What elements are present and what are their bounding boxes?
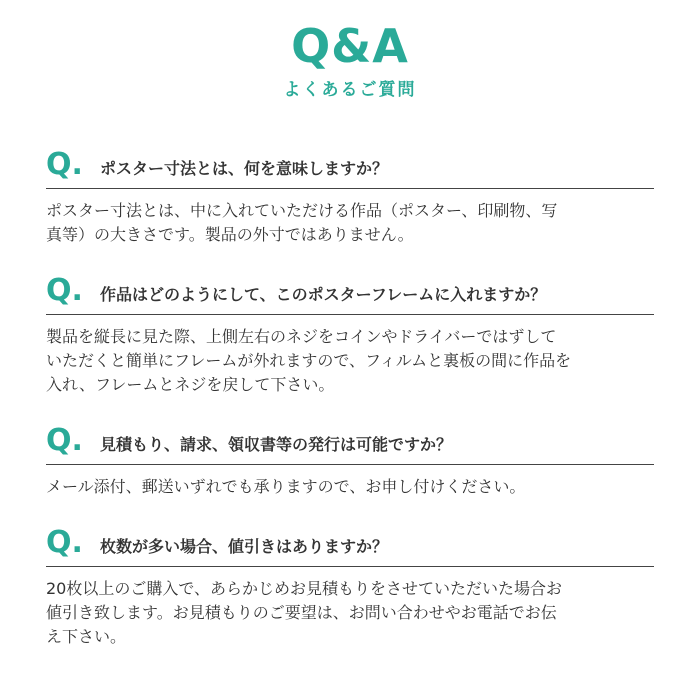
answer-text — [46, 475, 654, 499]
question-row — [46, 274, 654, 315]
question-row — [46, 526, 654, 567]
question-text: 枚数が多い場合、値引きはありますか？ — [100, 537, 389, 556]
qa-item — [46, 526, 654, 649]
answer-line: 製品を縦長に見た際、上側左右のネジをコインやドライバーではずして — [46, 327, 557, 346]
answer-line: 入れ、フレームとネジを戻して下さい。 — [46, 375, 335, 394]
question-mark: Q. — [46, 273, 83, 308]
question-row — [46, 424, 654, 465]
question-mark: Q. — [46, 147, 83, 182]
answer-text — [46, 577, 654, 649]
answer-line: ポスター寸法とは、中に入れていただける作品（ポスター、印刷物、写 — [46, 201, 558, 220]
answer-line: 真等）の大きさです。製品の外寸ではありません。 — [46, 225, 414, 244]
question-row — [46, 148, 654, 189]
answer-line: 値引き致します。お見積もりのご要望は、お問い合わせやお電話でお伝 — [46, 603, 557, 622]
page-subtitle: よくあるご質問 — [283, 80, 417, 100]
question-text: 見積もり、請求、領収書等の発行は可能ですか？ — [100, 435, 453, 454]
question-mark: Q. — [46, 423, 83, 458]
qa-item — [46, 424, 654, 499]
answer-text — [46, 199, 654, 247]
qa-item — [46, 148, 654, 247]
page-header — [0, 18, 700, 102]
page-title: Q&A — [291, 19, 409, 73]
answer-line: メール添付、郵送いずれでも承りますので、お申し付けください。 — [46, 477, 526, 496]
answer-line: いただくと簡単にフレームが外れますので、フィルムと裏板の間に作品を — [46, 351, 572, 370]
question-text: 作品はどのようにして、このポスターフレームに入れますか？ — [100, 285, 547, 304]
answer-line: 20枚以上のご購入で、あらかじめお見積もりをさせていただいた場合お — [46, 579, 563, 598]
answer-line: え下さい。 — [46, 627, 127, 646]
answer-text — [46, 325, 654, 397]
question-mark: Q. — [46, 525, 83, 560]
question-text: ポスター寸法とは、何を意味しますか？ — [100, 159, 389, 178]
qa-item — [46, 274, 654, 397]
